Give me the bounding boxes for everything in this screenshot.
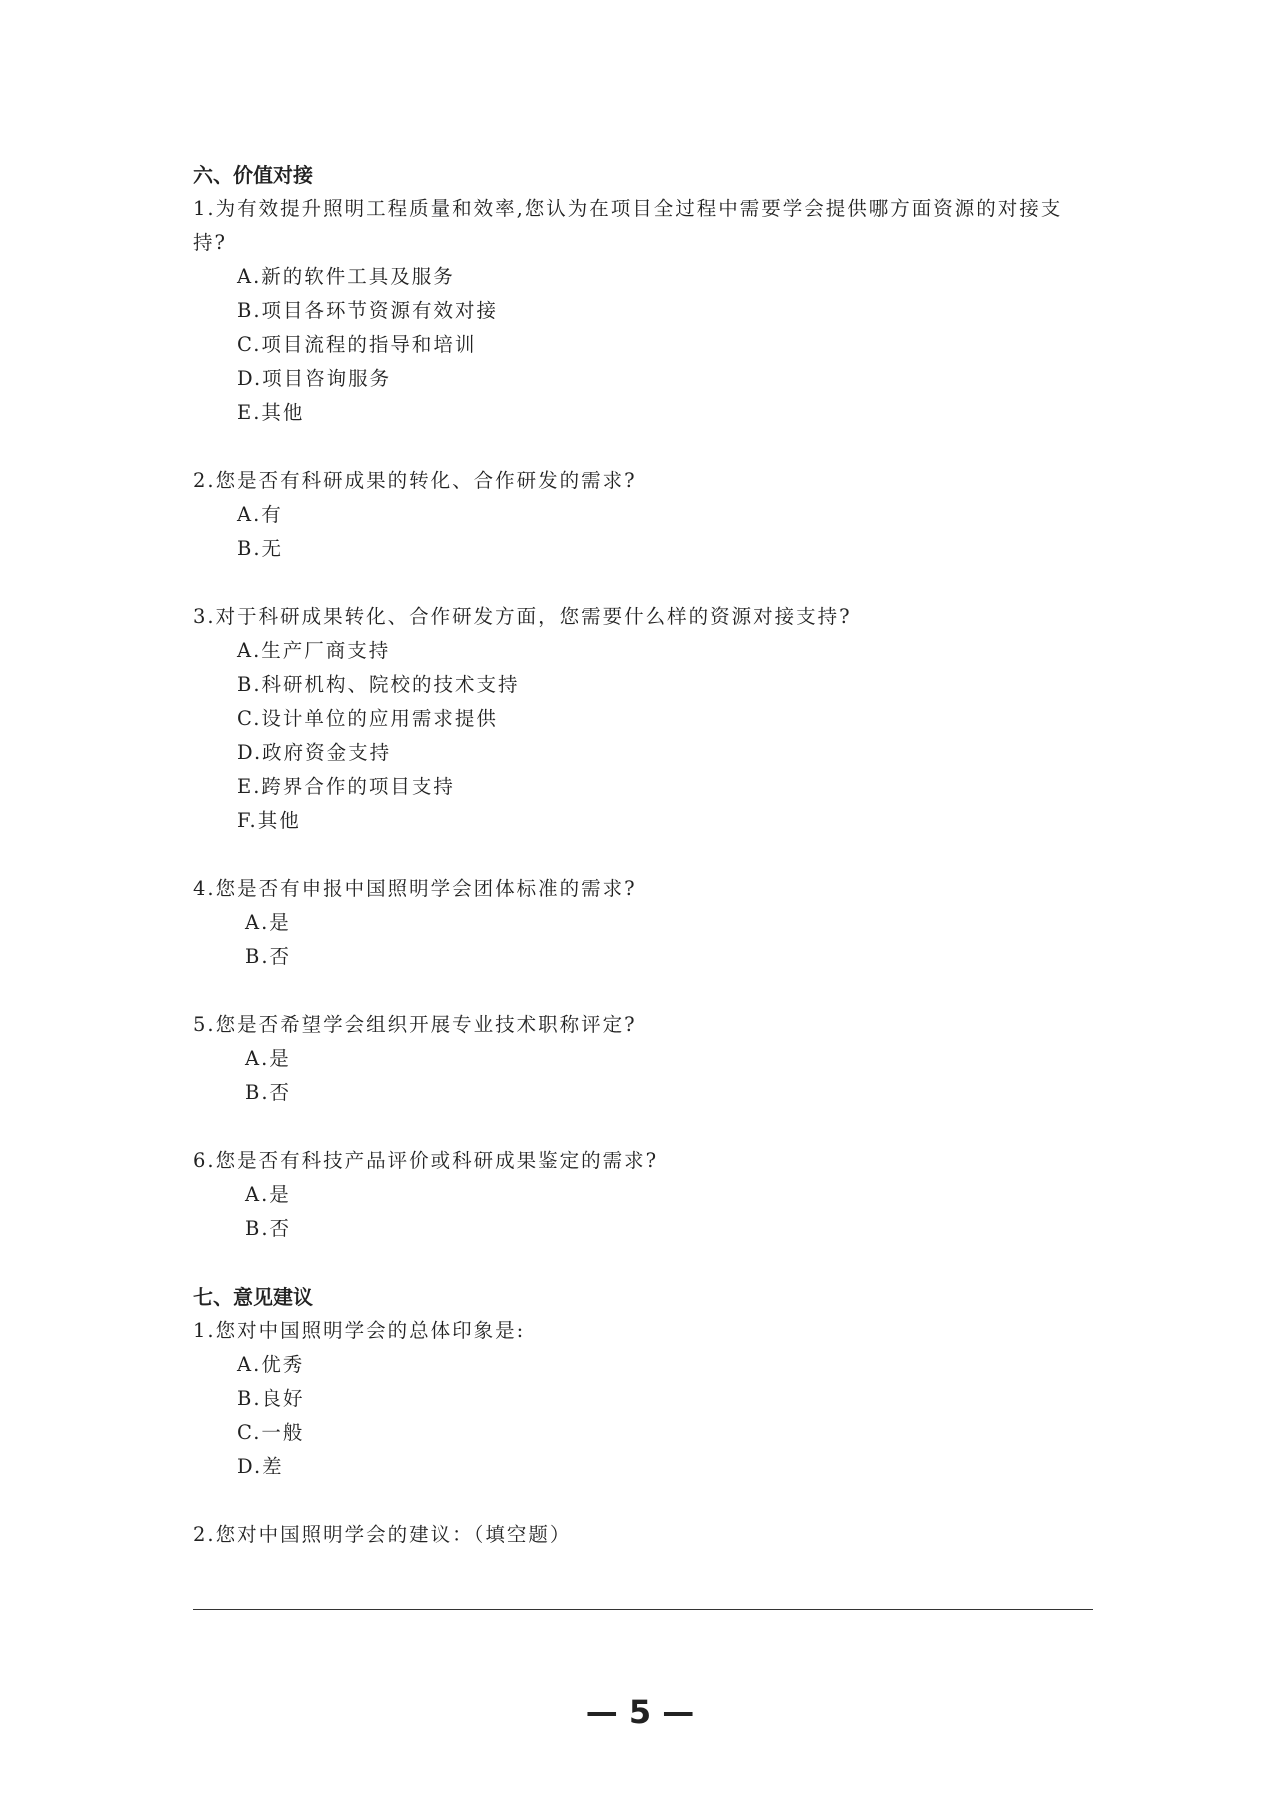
s6-q3-option-b: B.科研机构、院校的技术支持 xyxy=(237,673,520,696)
s7-q1-option-a: A.优秀 xyxy=(237,1353,305,1376)
s7-question-1: 1.您对中国照明学会的总体印象是: xyxy=(193,1319,526,1342)
s6-q3-option-c: C.设计单位的应用需求提供 xyxy=(237,707,498,730)
s6-question-5: 5.您是否希望学会组织开展专业技术职称评定? xyxy=(193,1013,637,1036)
s6-q1-option-a: A.新的软件工具及服务 xyxy=(237,265,455,288)
s6-q4-option-a: A.是 xyxy=(245,911,291,934)
s6-q3-option-a: A.生产厂商支持 xyxy=(237,639,391,662)
s6-q6-option-a: A.是 xyxy=(245,1183,291,1206)
s6-q3-option-f: F.其他 xyxy=(237,809,301,832)
s6-q1-option-b: B.项目各环节资源有效对接 xyxy=(237,299,499,322)
s7-q1-option-b: B.良好 xyxy=(237,1387,305,1410)
s6-question-4: 4.您是否有申报中国照明学会团体标准的需求? xyxy=(193,877,637,900)
s6-q2-option-b: B.无 xyxy=(237,537,284,560)
s6-q6-option-b: B.否 xyxy=(245,1217,292,1240)
s7-q1-option-d: D.差 xyxy=(237,1455,284,1478)
questionnaire-page xyxy=(193,158,1093,1552)
s6-q4-option-b: B.否 xyxy=(245,945,292,968)
s6-question-6: 6.您是否有科技产品评价或科研成果鉴定的需求? xyxy=(193,1149,659,1172)
s7-q1-option-c: C.一般 xyxy=(237,1421,305,1444)
s6-q1-option-e: E.其他 xyxy=(237,401,305,424)
section-6-title: 六、价值对接 xyxy=(193,163,313,187)
answer-fill-line xyxy=(193,1609,1093,1610)
s6-q3-option-d: D.政府资金支持 xyxy=(237,741,392,764)
s6-q1-option-d: D.项目咨询服务 xyxy=(237,367,392,390)
s6-q2-option-a: A.有 xyxy=(237,503,283,526)
s6-q5-option-b: B.否 xyxy=(245,1081,292,1104)
section-7-title: 七、意见建议 xyxy=(193,1285,313,1309)
s6-q1-option-c: C.项目流程的指导和培训 xyxy=(237,333,477,356)
s6-question-1: 1.为有效提升照明工程质量和效率,您认为在项目全过程中需要学会提供哪方面资源的对接支持? xyxy=(193,197,1063,254)
page-number: — 5 — xyxy=(585,1693,695,1731)
s6-q5-option-a: A.是 xyxy=(245,1047,291,1070)
s7-question-2: 2.您对中国照明学会的建议：（填空题） xyxy=(193,1523,572,1546)
s6-question-2: 2.您是否有科研成果的转化、合作研发的需求? xyxy=(193,469,637,492)
s6-question-3: 3.对于科研成果转化、合作研发方面，您需要什么样的资源对接支持? xyxy=(193,605,852,628)
s6-q3-option-e: E.跨界合作的项目支持 xyxy=(237,775,455,798)
